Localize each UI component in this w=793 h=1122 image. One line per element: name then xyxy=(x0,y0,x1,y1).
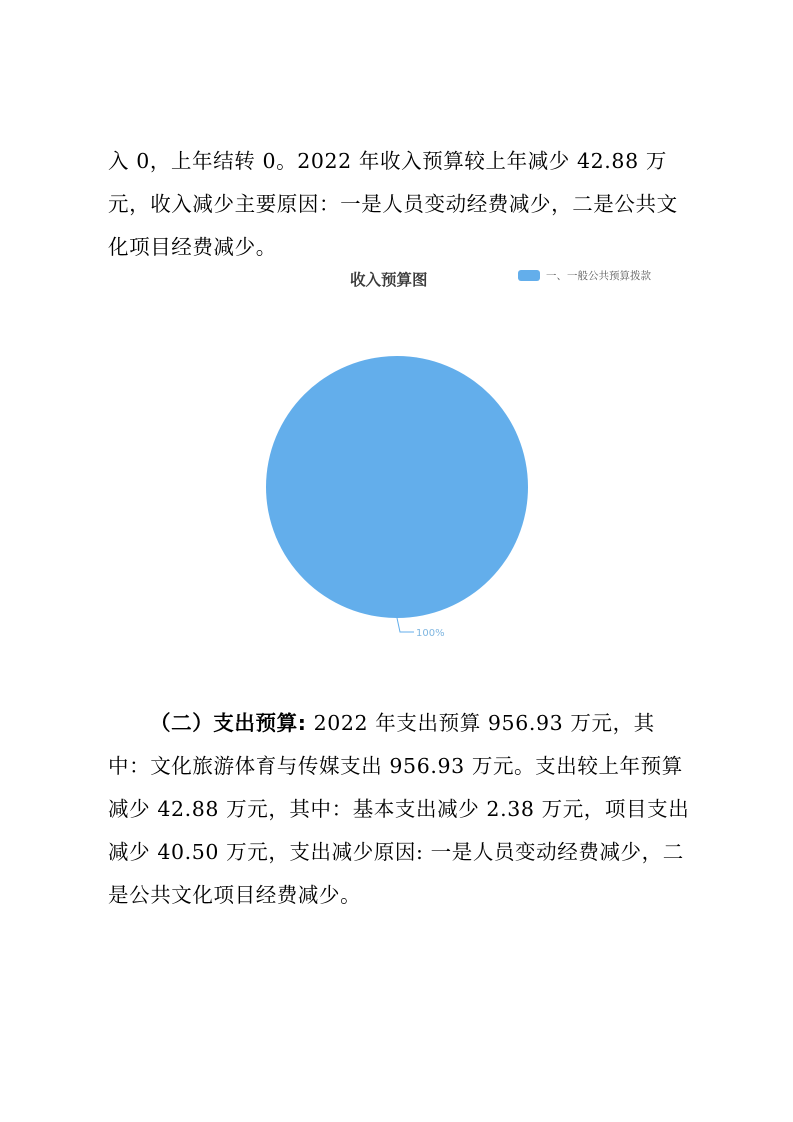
slice-data-label: 100% xyxy=(416,628,445,639)
expenditure-text: 2022 年支出预算 956.93 万元，其中：文化旅游体育与传媒支出 956.93 万元。支出较上年预算减少 42.88 万元，其中：基本支出减少 2.38 万元，项目支出减少 40.50 万元，支出减少原因: 一是人员变动经费减少，二是公共文化项目经费减少。 xyxy=(108,711,690,907)
income-budget-pie-chart xyxy=(250,262,690,642)
chart-title: 收入预算图 xyxy=(350,271,428,289)
pie-svg xyxy=(250,262,690,642)
legend-label: 一、一般公共预算拨款 xyxy=(546,270,651,282)
paragraph-income-summary: 入 0，上年结转 0。2022 年收入预算较上年减少 42.88 万元，收入减少主要原因：一是人员变动经费减少，二是公共文化项目经费减少。 xyxy=(108,149,678,259)
pie-slice xyxy=(266,356,528,618)
paragraph-expenditure-budget xyxy=(108,702,693,917)
label-leader-line xyxy=(397,618,414,632)
section-heading-expenditure: （二）支出预算: xyxy=(150,711,307,735)
